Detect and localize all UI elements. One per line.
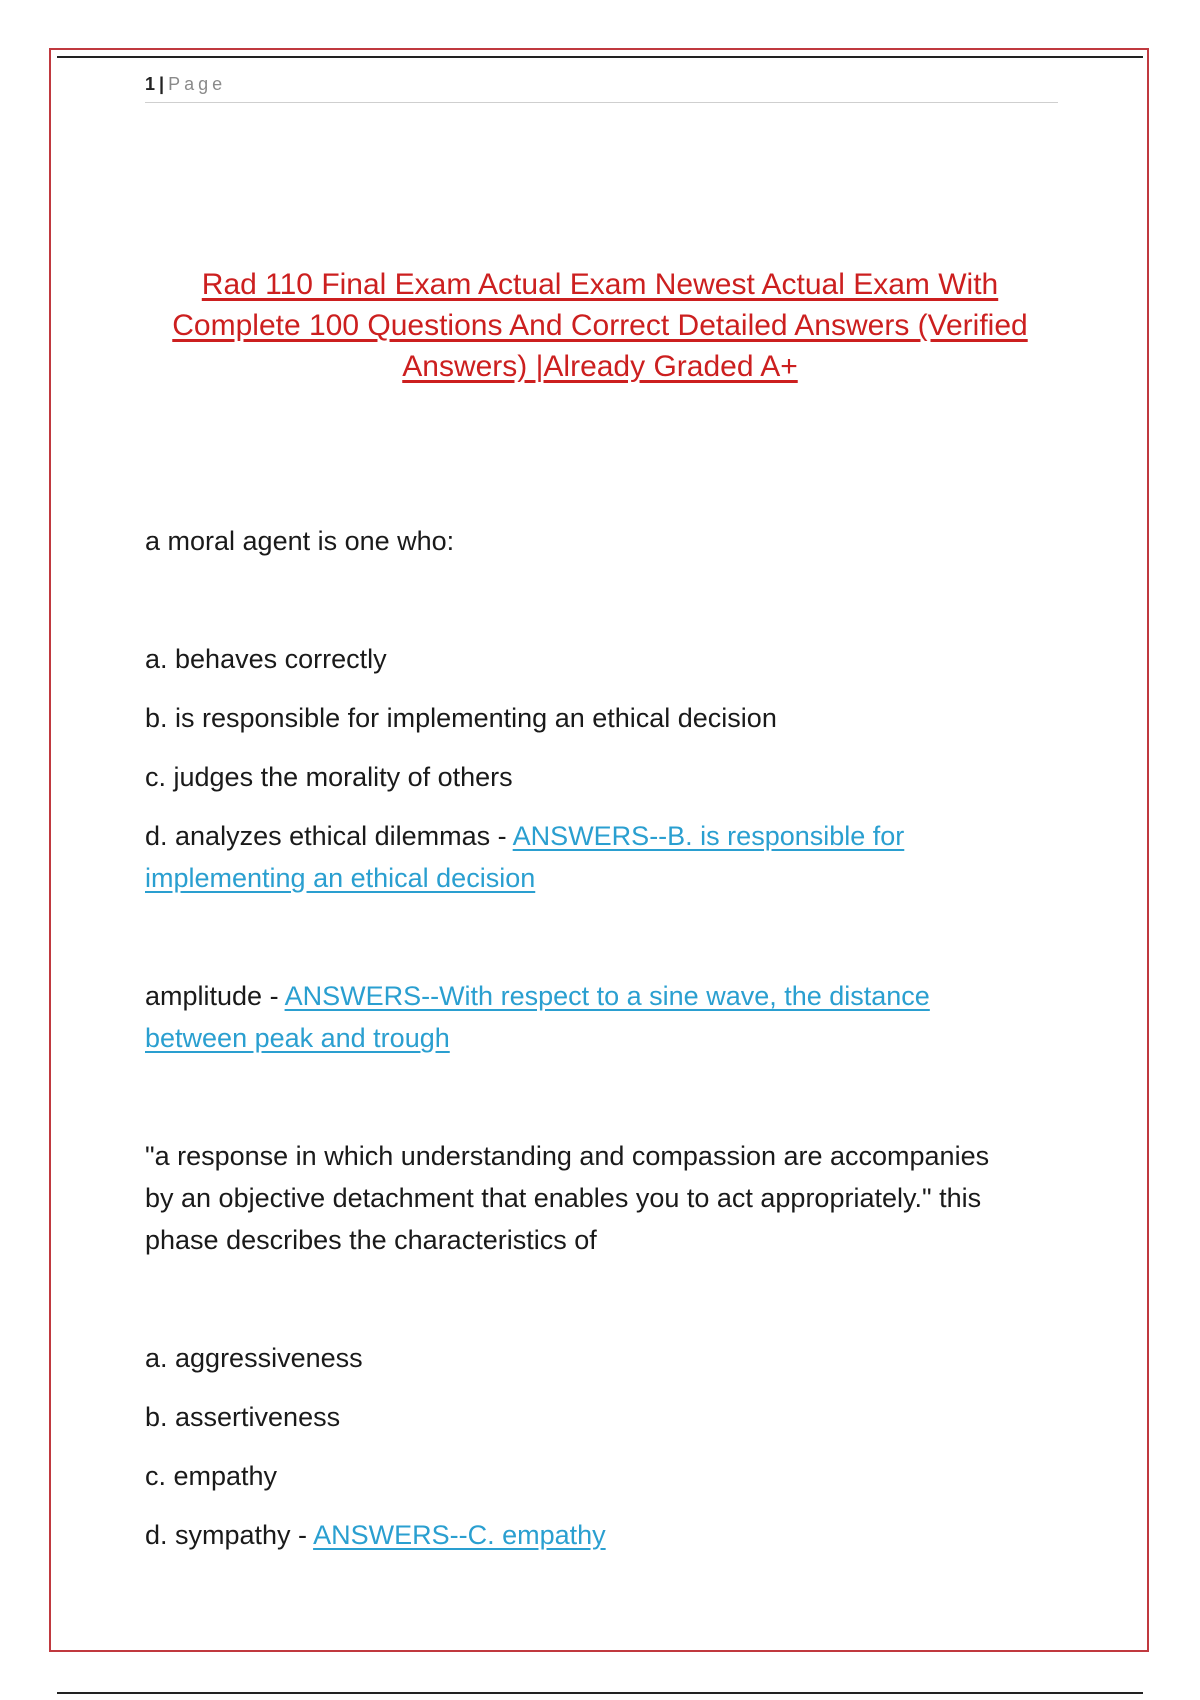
question-prompt: amplitude -: [145, 981, 285, 1011]
page-label: Page: [168, 74, 227, 94]
question-prompt: "a response in which understanding and compassion are accompanies by an objective detachment that enables you to act appropriately." this phase describes the characteristics of: [145, 1141, 990, 1255]
option-a: a. aggressiveness: [145, 1343, 363, 1373]
page-header: [145, 72, 1058, 103]
page-separator: |: [159, 74, 165, 94]
document-title: Rad 110 Final Exam Actual Exam Newest Actual Exam With Complete 100 Questions And Correct Detailed Answers (Verified Answers) |Already Graded A+: [172, 268, 1028, 383]
answer-text: ANSWERS--With respect to a sine wave, the distance between peak and trough: [145, 981, 930, 1053]
answer-text: ANSWERS--B. is responsible for implementing an ethical decision: [145, 821, 905, 893]
question-1-options: [145, 638, 1025, 899]
option-c: c. empathy: [145, 1461, 278, 1491]
bottom-rule: [57, 1692, 1143, 1694]
option-b: b. assertiveness: [145, 1402, 341, 1432]
question-3-prompt: [145, 1135, 1025, 1261]
question-2: [145, 975, 1025, 1059]
option-c: c. judges the morality of others: [145, 762, 513, 792]
option-b: b. is responsible for implementing an ethical decision: [145, 703, 777, 733]
option-d: d. sympathy -: [145, 1520, 314, 1550]
question-prompt: a moral agent is one who:: [145, 526, 455, 556]
option-d: d. analyzes ethical dilemmas -: [145, 821, 513, 851]
top-rule: [57, 56, 1143, 58]
answer-text: ANSWERS--C. empathy: [313, 1520, 606, 1550]
question-3-options: [145, 1337, 1025, 1556]
page-number: 1: [145, 74, 156, 94]
question-1-prompt: [145, 520, 1025, 562]
option-a: a. behaves correctly: [145, 644, 387, 674]
